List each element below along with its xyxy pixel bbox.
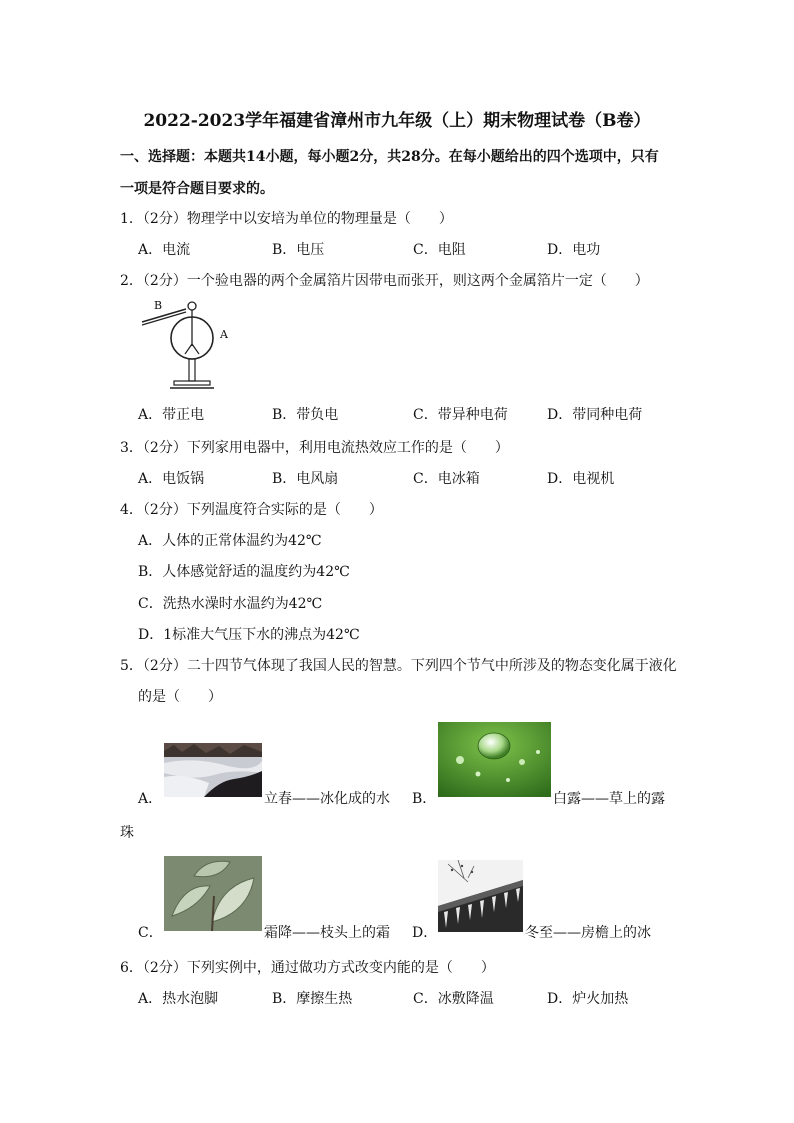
section-heading-line2: 一项是符合题目要求的。 bbox=[120, 181, 274, 197]
q2-option-b: B．带负电 bbox=[272, 407, 339, 423]
question-5-stem-line2: 的是（ ） bbox=[138, 689, 222, 705]
q4-option-b: B．人体感觉舒适的温度约为42℃ bbox=[138, 564, 350, 580]
q4-option-a: A．人体的正常体温约为42℃ bbox=[138, 533, 322, 549]
q5-option-d-letter: D． bbox=[412, 925, 438, 941]
q5-option-c-letter: C． bbox=[138, 925, 163, 941]
frozen-river-photo bbox=[164, 743, 262, 797]
q3-option-d: D．电视机 bbox=[547, 471, 615, 487]
q6-option-c: C．冰敷降温 bbox=[413, 991, 494, 1007]
q2-option-c: C．带异种电荷 bbox=[413, 407, 508, 423]
question-2-stem: 2．（2分）一个验电器的两个金属箔片因带电而张开，则这两个金属箔片一定（ ） bbox=[120, 273, 649, 289]
q1-option-a: A．电流 bbox=[138, 242, 191, 258]
q5-option-b-caption-cont: 珠 bbox=[120, 825, 134, 841]
q6-option-b: B．摩擦生热 bbox=[272, 991, 353, 1007]
dewdrop-leaf-photo bbox=[438, 722, 551, 797]
q5-option-a-letter: A． bbox=[138, 791, 163, 807]
section-heading-line1: 一、选择题：本题共14小题，每小题2分，共28分。在每小题给出的四个选项中，只有 bbox=[120, 149, 659, 165]
q3-option-a: A．电饭锅 bbox=[138, 471, 205, 487]
q3-option-c: C．电冰箱 bbox=[413, 471, 480, 487]
figure-label-a: A bbox=[220, 328, 228, 341]
q4-option-c: C．洗热水澡时水温约为42℃ bbox=[138, 596, 323, 612]
page-title: 2022-2023学年福建省漳州市九年级（上）期末物理试卷（B卷） bbox=[143, 111, 651, 131]
q1-option-c: C．电阻 bbox=[413, 242, 466, 258]
q2-option-d: D．带同种电荷 bbox=[547, 407, 643, 423]
q5-option-d-caption: 冬至——房檐上的冰 bbox=[525, 925, 651, 941]
q2-option-a: A．带正电 bbox=[138, 407, 205, 423]
q1-option-d: D．电功 bbox=[547, 242, 601, 258]
q6-option-a: A．热水泡脚 bbox=[138, 991, 219, 1007]
q6-option-d: D．炉火加热 bbox=[547, 991, 629, 1007]
frosted-leaves-photo bbox=[164, 856, 262, 931]
q5-option-b-letter: B． bbox=[412, 791, 437, 807]
icicles-eaves-photo bbox=[438, 860, 523, 932]
question-3-stem: 3．（2分）下列家用电器中，利用电流热效应工作的是（ ） bbox=[120, 440, 509, 456]
q5-option-a-caption: 立春——冰化成的水 bbox=[264, 791, 390, 807]
q5-option-b-caption: 白露——草上的露 bbox=[553, 791, 665, 807]
question-1-stem: 1．（2分）物理学中以安培为单位的物理量是（ ） bbox=[120, 211, 453, 227]
q5-option-c-caption: 霜降——枝头上的霜 bbox=[264, 925, 390, 941]
question-5-stem-line1: 5．（2分）二十四节气体现了我国人民的智慧。下列四个节气中所涉及的物态变化属于液化 bbox=[120, 658, 677, 674]
q3-option-b: B．电风扇 bbox=[272, 471, 339, 487]
q1-option-b: B．电压 bbox=[272, 242, 325, 258]
question-4-stem: 4．（2分）下列温度符合实际的是（ ） bbox=[120, 502, 383, 518]
electroscope-figure bbox=[140, 296, 240, 394]
q4-option-d: D．1标准大气压下水的沸点为42℃ bbox=[138, 627, 360, 643]
question-6-stem: 6．（2分）下列实例中，通过做功方式改变内能的是（ ） bbox=[120, 960, 495, 976]
figure-label-b: B bbox=[154, 299, 163, 312]
